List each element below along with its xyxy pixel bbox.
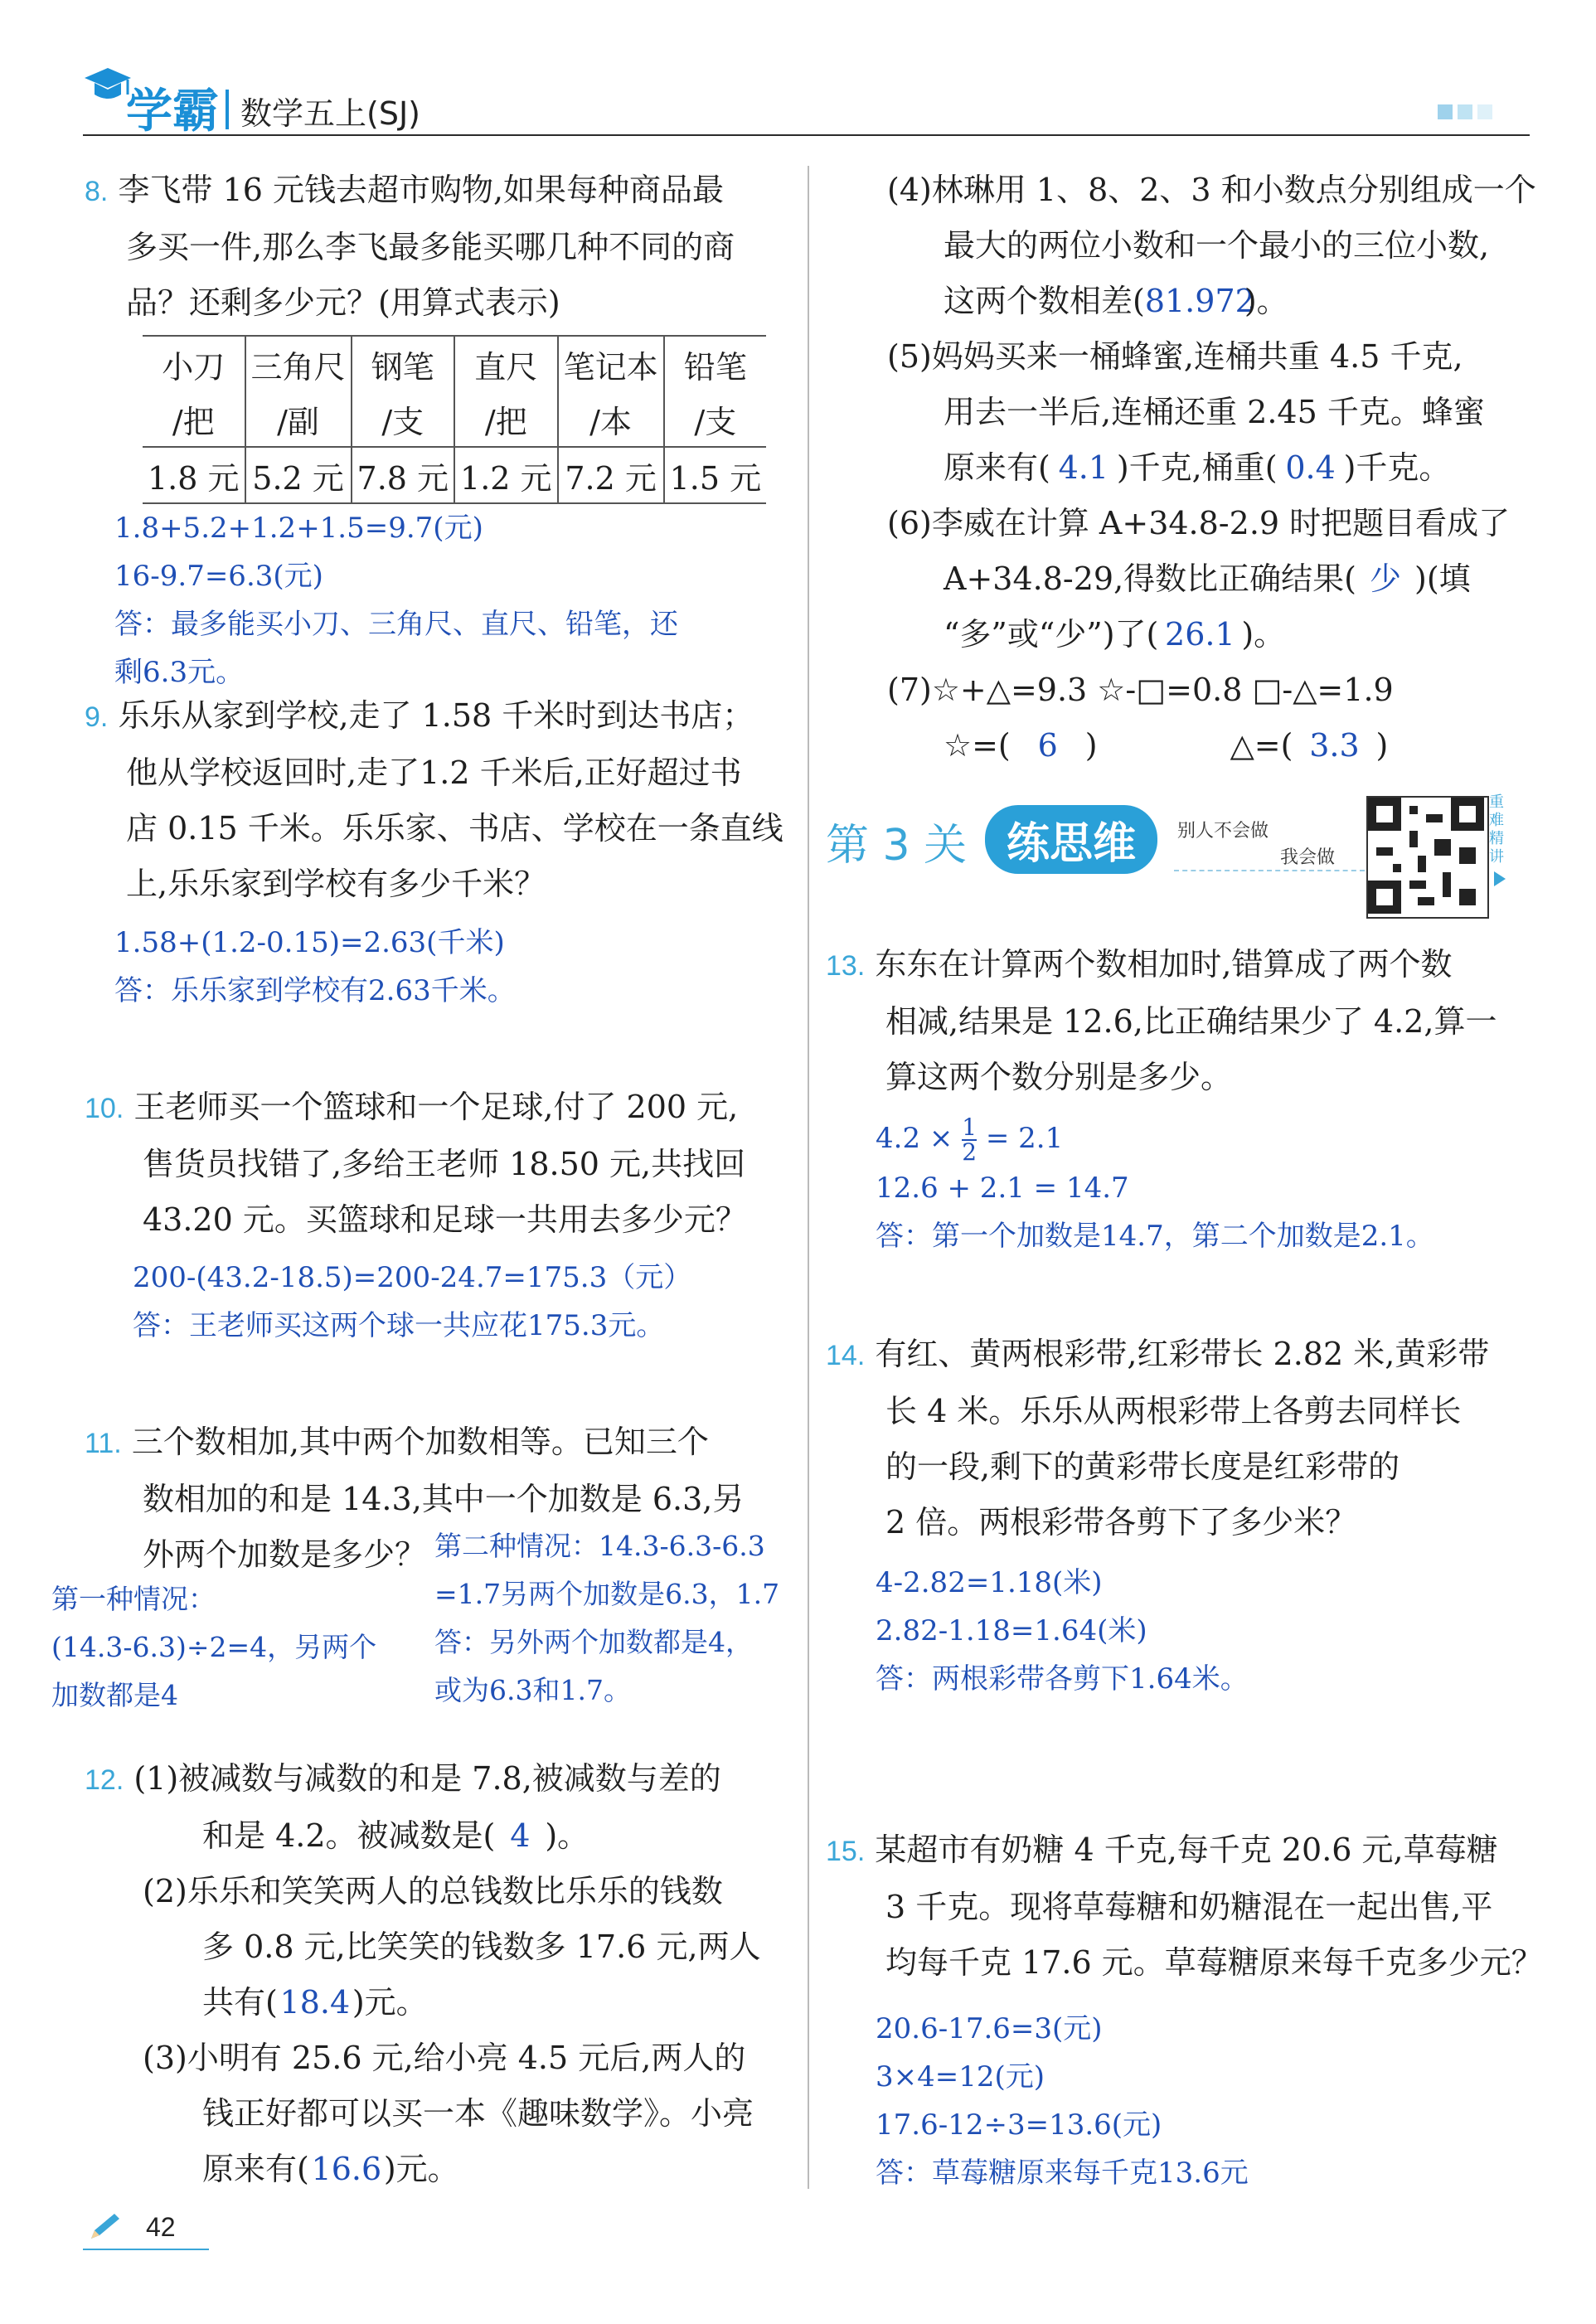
question-12-continued: (4)林琳用 1、8、2、3 和小数点分别组成一个 最大的两位小数和一个最小的三位小数, 这两个数相差(81.972)。 (5)妈妈买来一桶蜂蜜,连桶共重 4.5 千克, 用去一半后,连桶还重 2.45 千克。蜂蜜 原来有( 4.1 )千克,桶重( 0.4 )千克。 (6)李威在计算 A+34.8-2.9 时把题目看成了 A+34.8-29,得数比正确结果( 少 )(填 “多”或“少”)了( 26.1 )。 (7)☆+△=9.3 ☆-□=0.8 □-△=1.9 ☆=( 6 ) △=( 3.3 ) <box>887 163 1550 774</box>
table-cell: 铅笔 <box>664 336 767 391</box>
table-cell: /支 <box>664 391 767 447</box>
header <box>83 58 1530 141</box>
answer-13: 4.2 × $\frac{1}{2}$ = 2.1 12.6 + 2.1 = 14.7 答：第一个加数是14.7，第二个加数是2.1。 <box>876 1113 1434 1253</box>
answer-11-case1: 第一种情况： (14.3-6.3)÷2=4，另两个 加数都是4 <box>51 1583 377 1711</box>
play-icon[interactable] <box>1494 871 1506 886</box>
answer-8: 1.8+5.2+1.2+1.5=9.7(元) 16-9.7=6.3(元) 答：最多能买小刀、三角尺、直尺、铅笔，还 剩6.3元。 <box>114 512 678 689</box>
answer-blank: 4.1 <box>1058 449 1109 486</box>
question-8: 8. 李飞带 16 元钱去超市购物,如果每种商品最 多买一件,那么李飞最多能买哪几种不同的商 品？还剩多少元？(用算式表示) <box>85 172 735 321</box>
answer-15: 20.6-17.6=3(元) 3×4=12(元) 17.6-12÷3=13.6(元) 答：草莓糖原来每千克13.6元 <box>876 2012 1249 2190</box>
page-number: 42 <box>146 2212 176 2242</box>
table-cell: 小刀 <box>162 348 226 386</box>
banner-underline <box>1174 870 1365 871</box>
question-number: 14. <box>826 1340 866 1371</box>
question-9: 9. 乐乐从家到学校,走了 1.58 千米时到达书店； 他从学校返回时,走了1.2 千米后,正好超过书 店 0.15 千米。乐乐家、书店、学校在一条直线 上,乐乐家到学校有多少千米？ <box>85 697 783 902</box>
answer-11-case2: 第二种情况：14.3-6.3-6.3 =1.7另两个加数是6.3，1.7 答：另外两个加数都是4， 或为6.3和1.7。 <box>434 1530 780 1706</box>
banner-side-label: 重难精讲 <box>1489 793 1504 866</box>
graduation-cap-icon <box>83 65 133 106</box>
question-number: 11. <box>85 1428 122 1459</box>
pencil-icon <box>86 2210 124 2244</box>
qr-code-icon[interactable] <box>1366 796 1489 919</box>
answer-10: 200-(43.2-18.5)=200-24.7=175.3（元） 答：王老师买这两个球一共应花175.3元。 <box>133 1261 692 1342</box>
table-cell: 钢笔 <box>352 336 455 391</box>
table-cell: 5.2 元 <box>245 447 352 503</box>
banner-tag1: 别人不会做 <box>1177 821 1269 842</box>
logo-divider <box>226 90 229 129</box>
table-cell: 1.5 元 <box>664 447 767 503</box>
question-number: 13. <box>826 950 866 982</box>
table-cell: 1.8 元 <box>143 447 245 503</box>
table-cell: 笔记本 <box>558 336 664 391</box>
book-title: 数学五上(SJ) <box>240 95 420 132</box>
question-number: 15. <box>826 1836 866 1867</box>
answer-blank: 26.1 <box>1165 616 1235 653</box>
table-cell: /本 <box>558 391 664 447</box>
column-divider <box>808 166 809 2189</box>
table-cell: 直尺 <box>454 336 558 391</box>
answer-blank: 0.4 <box>1285 449 1336 486</box>
header-squares <box>1433 104 1492 123</box>
answer-blank: 18.4 <box>279 1984 351 2021</box>
table-cell: /支 <box>352 391 455 447</box>
question-12: 12. (1)被减数与减数的和是 7.8,被减数与差的 和是 4.2。被减数是( 4 )。 (2)乐乐和笑笑两人的总钱数比乐乐的钱数 多 0.8 元,比笑笑的钱数多 17.6 元,两人 共有(18.4)元。 (3)小明有 25.6 元,给小亮 4.5 元后,两人的 钱正好都可以买一本《趣味数学》。小亮 原来有(16.6)元。 <box>85 1751 798 2197</box>
table-cell: 7.2 元 <box>558 447 664 503</box>
answer-blank: 4 <box>510 1817 531 1854</box>
table-cell: 1.2 元 <box>454 447 558 503</box>
banner-pill: 练思维 <box>985 805 1157 874</box>
answer-9: 1.58+(1.2-0.15)=2.63(千米) 答：乐乐家到学校有2.63千米。 <box>114 926 516 1007</box>
table-cell: /副 <box>245 391 352 447</box>
question-number: 9. <box>85 701 109 733</box>
table-cell: /把 <box>454 391 558 447</box>
logo-text: 学霸 <box>126 85 219 138</box>
answer-14: 4-2.82=1.18(米) 2.82-1.18=1.64(米) 答：两根彩带各剪下1.64米。 <box>876 1566 1249 1696</box>
footer-rule <box>83 2249 209 2250</box>
answer-blank: 16.6 <box>311 2151 382 2187</box>
question-number: 8. <box>85 176 109 207</box>
table-cell: /把 <box>172 403 215 440</box>
footer <box>83 2205 249 2255</box>
table-cell: 三角尺 <box>245 336 352 391</box>
question-11: 11. 三个数相加,其中两个加数相等。已知三个 数相加的和是 14.3,其中一个加数是 6.3,另 外两个加数是多少？ <box>85 1424 745 1573</box>
banner-level: 第 3 关 <box>826 821 968 871</box>
answer-blank: 6 <box>1037 727 1058 764</box>
question-13: 13. 东东在计算两个数相加时,错算成了两个数 相减,结果是 12.6,比正确结果少了 4.2,算一 算这两个数分别是多少。 <box>826 946 1497 1095</box>
question-number: 12. <box>85 1764 124 1796</box>
fraction: $\frac{1}{2}$ <box>962 1113 977 1166</box>
answer-blank: 81.972 <box>1144 283 1255 319</box>
table-cell: 7.8 元 <box>352 447 455 503</box>
question-10: 10. 王老师买一个篮球和一个足球,付了 200 元, 售货员找错了,多给王老师 18.50 元,共找回 43.20 元。买篮球和足球一共用去多少元？ <box>85 1089 747 1238</box>
question-number: 10. <box>85 1093 124 1124</box>
answer-blank: 少 <box>1369 560 1401 597</box>
question-14: 14. 有红、黄两根彩带,红彩带长 2.82 米,黄彩带 长 4 米。乐乐从两根彩带上各剪去同样长 的一段,剩下的黄彩带长度是红彩带的 2 倍。两根彩带各剪下了多少米？ <box>826 1336 1490 1540</box>
header-rule <box>83 134 1530 136</box>
section-banner <box>826 792 1539 883</box>
answer-blank: 3.3 <box>1309 727 1360 764</box>
price-table <box>143 335 766 504</box>
banner-tag2: 我会做 <box>1280 847 1336 868</box>
question-15: 15. 某超市有奶糖 4 千克,每千克 20.6 元,草莓糖 3 千克。现将草莓糖和奶糖混在一起出售,平 均每千克 17.6 元。草莓糖原来每千克多少元？ <box>826 1832 1543 1981</box>
